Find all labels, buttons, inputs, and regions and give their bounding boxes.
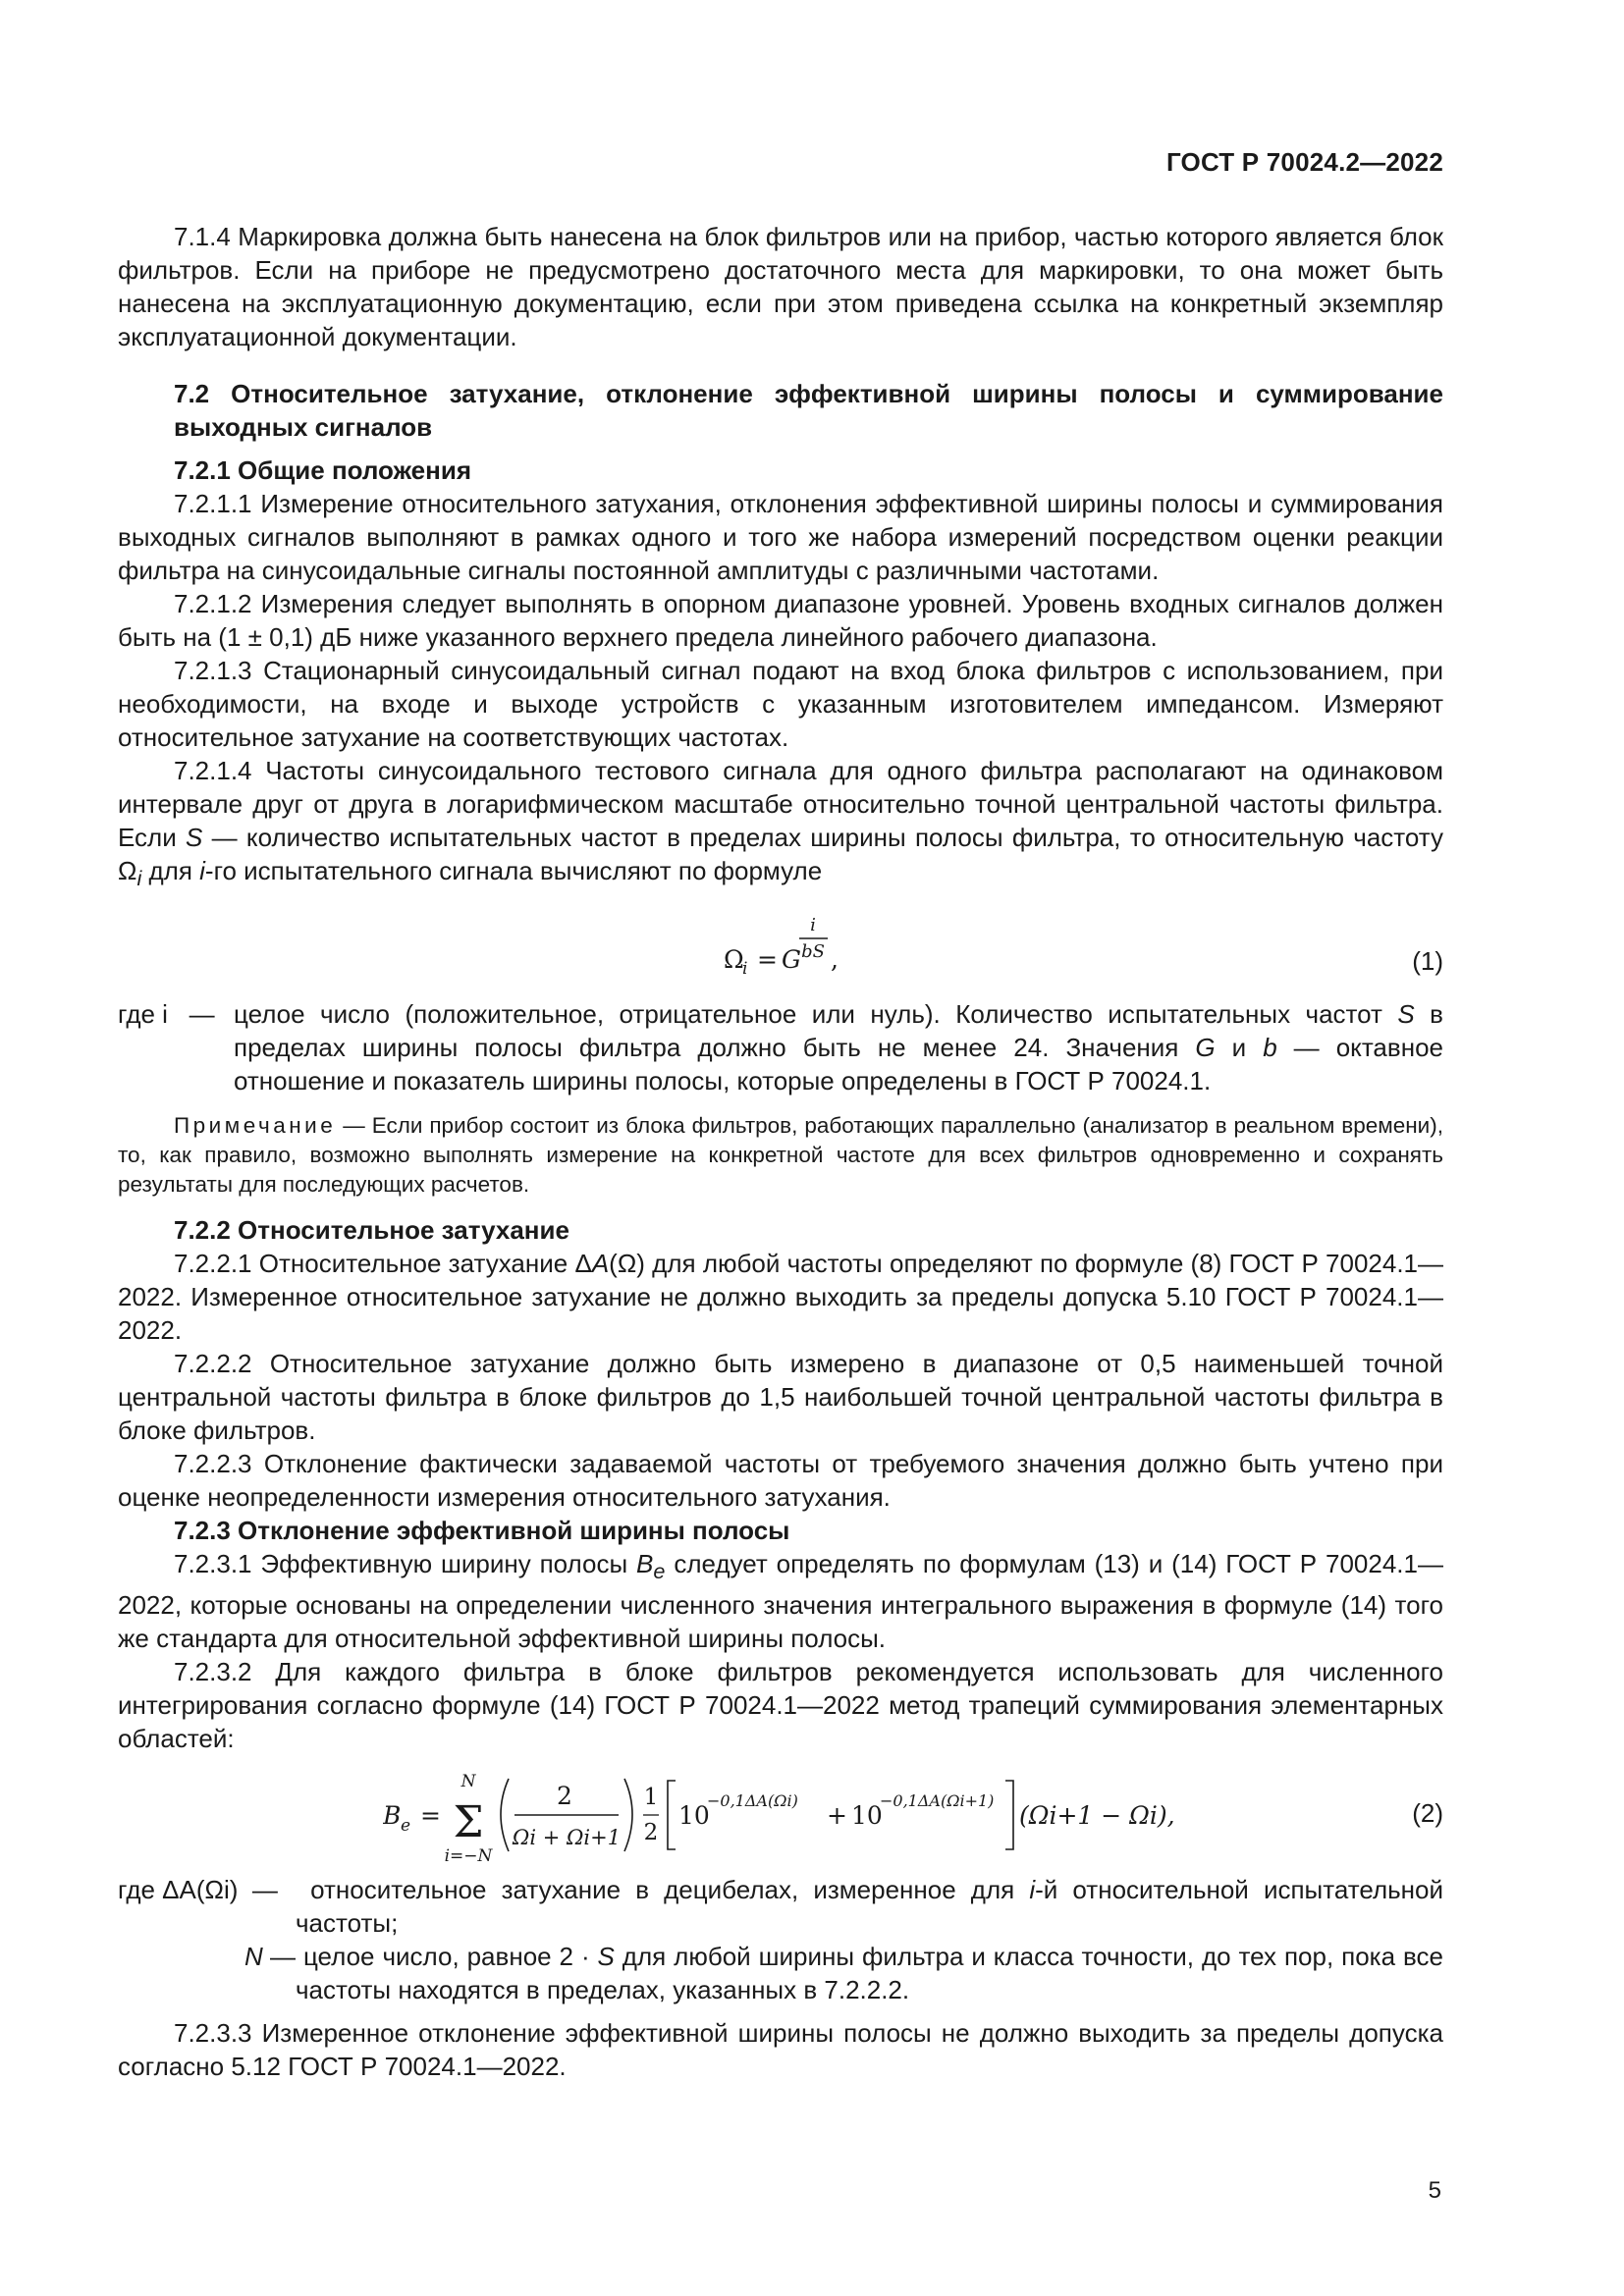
heading-7-2-2: 7.2.2 Относительное затухание xyxy=(174,1215,569,1246)
paragraph-7-2-2-1: 7.2.2.1 Относительное затухание ΔA(Ω) для любой частоты определяют по формуле (8) ГОСТ Р 70024.1—2022. Измеренное относительное затухание не должно выходить за пределы допуска 5.10 ГОСТ Р 70024.1—2022. xyxy=(118,1249,1444,1346)
eq1-equals: = xyxy=(757,945,778,975)
equation-1-expression xyxy=(712,909,849,988)
eq2-exp2: −0,1ΔA(Ωi+1) xyxy=(880,1791,995,1811)
document-id-header: ГОСТ Р 70024.2—2022 xyxy=(1165,147,1443,177)
eq1-lhs-sub: i xyxy=(742,959,748,980)
paragraph-7-2-2-3: 7.2.2.3 Отклонение фактически задаваемой частоты от требуемого значения должно быть учтено при оценке неопределенности измерения относительного затухания. xyxy=(118,1449,1443,1513)
heading-7-2: 7.2 Относительное затухание, отклонение эффективной ширины полосы и суммирование выходных сигналов xyxy=(174,379,1443,442)
paragraph-7-2-3-2: 7.2.3.2 Для каждого фильтра в блоке фильтров рекомендуется использовать для численного интегрирования согласно формуле (14) ГОСТ Р 70024.1—2022 метод трапеций суммирования элементарных областей: xyxy=(118,1657,1443,1754)
paragraph-7-1-4: 7.1.4 Маркировка должна быть нанесена на блок фильтров или на прибор, частью которого является блок фильтров. Если на приборе не предусмотрено достаточного места для маркировки, то она может быть нанесена на эксплуатационную документацию, если при этом приведена ссылка на конкретный экземпляр эксплуатационной документации. xyxy=(118,222,1443,351)
page-content xyxy=(118,220,1443,2083)
equation-2-number: (2) xyxy=(1412,1798,1443,1829)
paragraph-7-2-1-1: 7.2.1.1 Измерение относительного затухания, отклонения эффективной ширины полосы и суммирования выходных сигналов выполняют в рамках одного и того же набора измерений посредством оценки реакции фильтра на синусоидальные сигналы постоянной амплитуды с различными частотами. xyxy=(118,489,1443,585)
definition-term-i: где i — xyxy=(118,999,215,1030)
equation-1-number: (1) xyxy=(1412,946,1443,977)
eq2-half-den: 2 xyxy=(643,1820,659,1846)
eq2-exp1: −0,1ΔA(Ωi) xyxy=(707,1791,798,1811)
paragraph-7-2-3-1: 7.2.3.1 Эффективную ширину полосы $B_e$ следует определять по формулам (13) и (14) ГОСТ Р 70024.1—2022, которые основаны на определении численного значения интегрального выражения в формуле (14) того же стандарта для относительной эффективной ширины полосы. xyxy=(118,1549,1443,1654)
definition-text-delta-a: относительное затухание в децибелах, измеренное для i-й относительной испытательной частоты; xyxy=(296,1875,1444,1939)
eq2-lhs-sub: e xyxy=(401,1816,411,1837)
eq2-paren-right xyxy=(624,1779,632,1851)
eq2-bracket-right xyxy=(1005,1781,1013,1849)
eq2-frac1-den: Ωi + Ωi+1 xyxy=(512,1826,622,1850)
equation-1 xyxy=(118,901,1443,989)
definition-i xyxy=(118,997,1443,1097)
definition-term-n: N — xyxy=(244,1942,296,1972)
paragraph-7-2-2-2: 7.2.2.2 Относительное затухание должно быть измерено в диапазоне от 0,5 наименьшей точной центральной частоты фильтра в блоке фильтров до 1,5 наибольшей точной центральной частоты фильтра в блоке фильтров. xyxy=(118,1349,1443,1446)
definition-text-i: целое число (положительное, отрицательное или нуль). Количество испытательных частот S в пределах ширины полосы фильтра должно быть не менее 24. Значения G и b — октавное отношение и показатель ширины полосы, которые определены в ГОСТ Р 70024.1. xyxy=(234,999,1443,1096)
equation-2 xyxy=(118,1763,1443,1865)
definition-term-delta-a: где ΔA(Ωi) — xyxy=(118,1875,278,1905)
heading-7-2-3: 7.2.3 Отклонение эффективной ширины полосы xyxy=(174,1516,790,1546)
eq2-term2: 10 xyxy=(851,1801,883,1831)
eq2-frac1-num: 2 xyxy=(557,1782,572,1811)
note-real-time-analyzer: Примечание — Если прибор состоит из блока фильтров, работающих параллельно (анализатор в реальном времени), то, как правило, возможно выполнять измерение на конкретной частоте для всех фильтров одновременно и сохранять результаты для последующих расчетов. xyxy=(118,1113,1443,1198)
equation-2-definitions xyxy=(118,1873,1443,2006)
equation-2-expression xyxy=(383,1765,1296,1867)
eq2-sum-upper: N xyxy=(460,1772,476,1792)
eq1-base: G xyxy=(782,945,801,975)
paragraph-7-2-1-2: 7.2.1.2 Измерения следует выполнять в опорном диапазоне уровней. Уровень входных сигналов должен быть на (1 ± 0,1) дБ ниже указанного верхнего предела линейного рабочего диапазона. xyxy=(118,589,1443,652)
definition-delta-a xyxy=(118,1873,1443,1940)
eq2-bracket-left xyxy=(668,1781,676,1849)
paragraph-7-2-1-4: 7.2.1.4 Частоты синусоидального тестового сигнала для одного фильтра располагают на одинаковом интервале друг от друга в логарифмическом масштабе относительно точной центральной частоты фильтра. Если S — количество испытательных частот в пределах ширины полосы фильтра, то относительную частоту $\Omega_i$ для i-го испытательного сигнала вычисляют по формуле xyxy=(118,756,1444,891)
definition-n xyxy=(118,1940,1443,2006)
eq2-sum-sign: Σ xyxy=(453,1797,484,1848)
eq2-half-num: 1 xyxy=(643,1785,659,1811)
eq2-tail: (Ωi+1 − Ωi), xyxy=(1019,1801,1175,1831)
eq2-lhs: B xyxy=(383,1801,402,1831)
paragraph-7-2-1-3: 7.2.1.3 Стационарный синусоидальный сигнал подают на вход блока фильтров с использованием, при необходимости, на входе и выходе устройств с указанным изготовителем импедансом. Измеряют относительное затухание на соответствующих частотах. xyxy=(118,656,1443,752)
eq1-exp-num: i xyxy=(810,915,816,936)
eq1-tail: , xyxy=(831,945,839,975)
equation-1-definitions xyxy=(118,997,1443,1097)
eq1-exp-den: bS xyxy=(801,941,825,963)
paragraph-7-2-3-3: 7.2.3.3 Измеренное отклонение эффективной ширины полосы не должно выходить за пределы допуска согласно 5.12 ГОСТ Р 70024.1—2022. xyxy=(118,2018,1443,2082)
heading-7-2-1: 7.2.1 Общие положения xyxy=(174,455,471,485)
eq2-plus: + xyxy=(827,1801,847,1831)
eq2-term1: 10 xyxy=(678,1801,710,1831)
definition-text-n: целое число, равное 2 · S для любой ширины фильтра и класса точности, до тех пор, пока все частоты находятся в пределах, указанных в 7.2.2.2. xyxy=(296,1942,1443,2005)
eq2-equals: = xyxy=(420,1801,441,1831)
eq1-lhs: Ω xyxy=(724,945,744,975)
page-number: 5 xyxy=(1428,2177,1441,2204)
eq2-paren-left xyxy=(501,1779,509,1851)
eq2-sum-lower: i=−N xyxy=(444,1846,493,1867)
